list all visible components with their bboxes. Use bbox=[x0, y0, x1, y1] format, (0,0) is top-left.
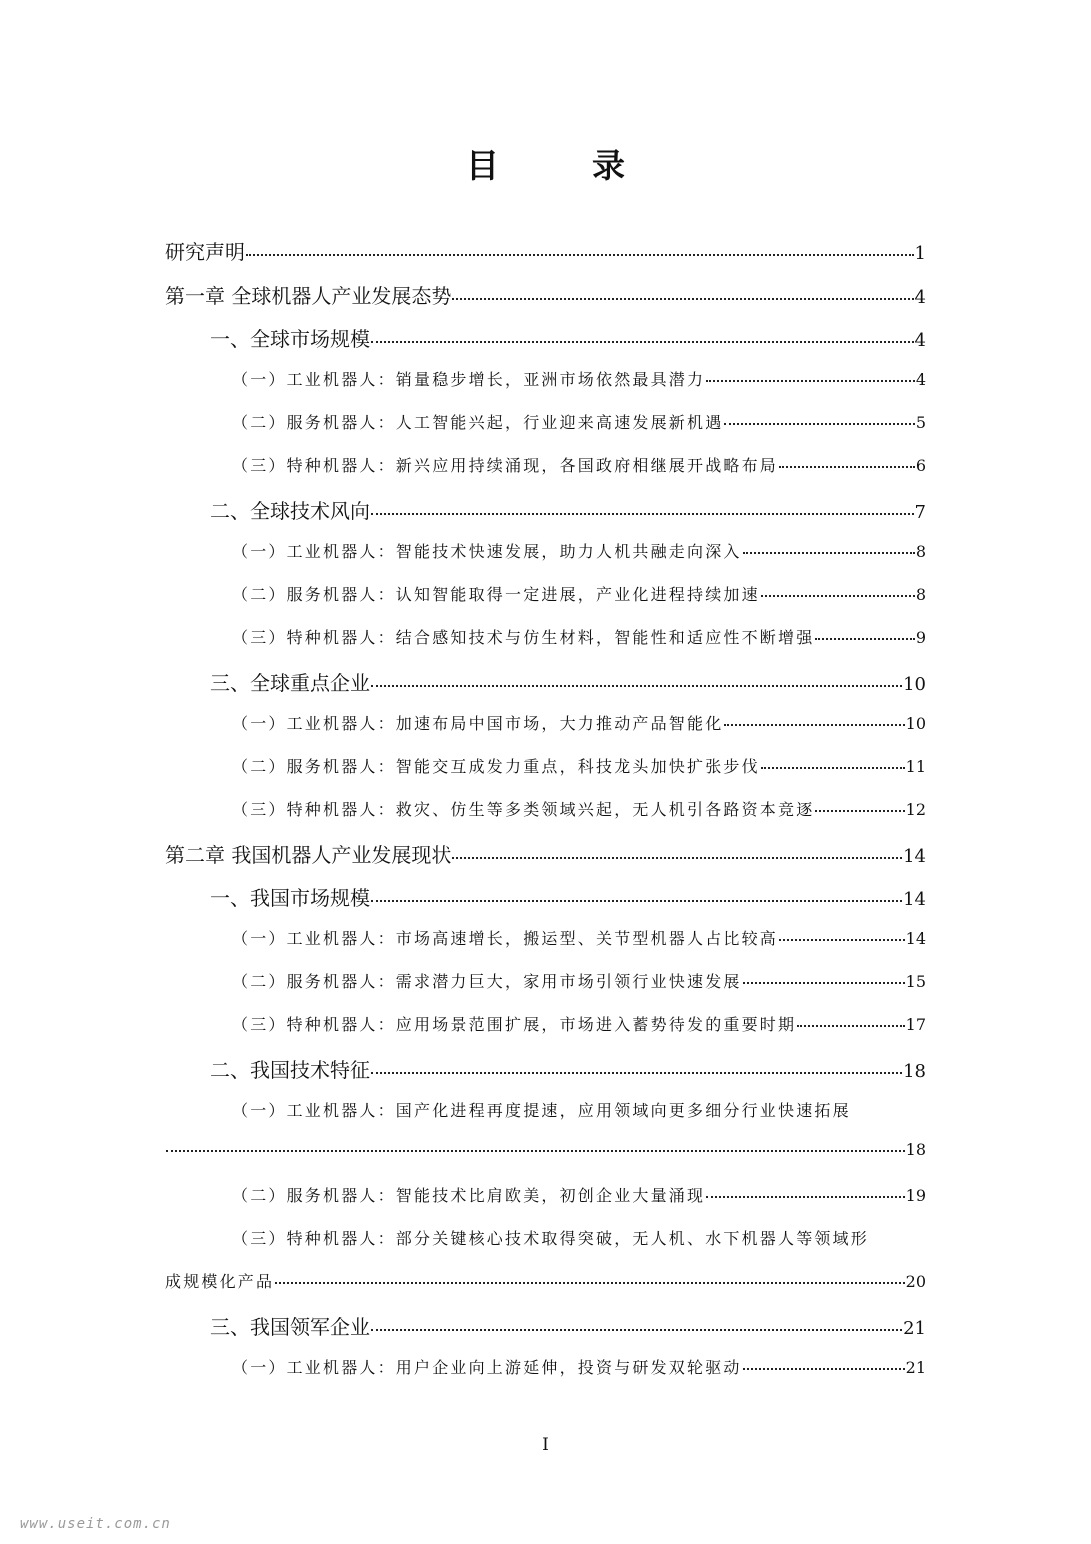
toc-entry-label: 一、我国市场规模 bbox=[210, 886, 370, 910]
watermark: www.useit.com.cn bbox=[20, 1516, 171, 1532]
toc-entry-label: （二）服务机器人：人工智能兴起，行业迎来高速发展新机遇 bbox=[232, 413, 724, 432]
toc-entry-page: 14 bbox=[903, 846, 926, 867]
toc-entry[interactable] bbox=[232, 453, 926, 476]
toc-entry[interactable] bbox=[232, 367, 926, 390]
dot-leader bbox=[371, 513, 914, 515]
toc-entry[interactable] bbox=[232, 625, 926, 648]
dot-leader bbox=[166, 1150, 905, 1152]
toc-entry[interactable] bbox=[232, 1355, 926, 1378]
toc-entry[interactable] bbox=[210, 1311, 926, 1340]
dot-leader bbox=[371, 900, 902, 902]
dot-leader bbox=[743, 1368, 905, 1370]
toc-entry-label: 三、我国领军企业 bbox=[210, 1315, 370, 1339]
toc-entry[interactable] bbox=[210, 323, 926, 352]
toc-entry[interactable] bbox=[232, 926, 926, 949]
toc-entry[interactable] bbox=[232, 410, 926, 433]
toc-entry[interactable] bbox=[210, 1054, 926, 1083]
toc-entry-label: 研究声明 bbox=[165, 240, 245, 264]
toc-entry-label: 二、全球技术风向 bbox=[210, 499, 370, 523]
toc-entry[interactable] bbox=[165, 236, 926, 265]
toc-entry-page: 21 bbox=[903, 1318, 926, 1339]
toc-entry-page: 10 bbox=[903, 674, 926, 695]
toc-entry[interactable] bbox=[232, 711, 926, 734]
toc-entry-label: （三）特种机器人：应用场景范围扩展，市场进入蓄势待发的重要时期 bbox=[232, 1015, 797, 1034]
dot-leader bbox=[797, 1025, 904, 1027]
toc-entry-page: 5 bbox=[915, 413, 926, 432]
toc-entry-label: （三）特种机器人：结合感知技术与仿生材料，智能性和适应性不断增强 bbox=[232, 628, 815, 647]
dot-leader bbox=[371, 341, 914, 343]
toc-entry-label: （二）服务机器人：智能技术比肩欧美，初创企业大量涌现 bbox=[232, 1186, 706, 1205]
toc-entry-page: 17 bbox=[905, 1015, 926, 1034]
toc-entry-page: 6 bbox=[915, 456, 926, 475]
dot-leader bbox=[275, 1282, 904, 1284]
dot-leader bbox=[452, 298, 913, 300]
dot-leader bbox=[371, 1329, 902, 1331]
toc-entry-page: 4 bbox=[914, 330, 926, 351]
toc-entry-label: （一）工业机器人：用户企业向上游延伸，投资与研发双轮驱动 bbox=[232, 1358, 742, 1377]
toc-entry-page: 9 bbox=[915, 628, 926, 647]
toc-entry-label: 三、全球重点企业 bbox=[210, 671, 370, 695]
toc-entry-label: （三）特种机器人：新兴应用持续涌现，各国政府相继展开战略布局 bbox=[232, 456, 779, 475]
dot-leader bbox=[815, 810, 904, 812]
toc-entry[interactable] bbox=[165, 280, 926, 309]
toc-entry-page: 15 bbox=[905, 972, 926, 991]
toc-entry-label: （二）服务机器人：需求潜力巨大，家用市场引领行业快速发展 bbox=[232, 972, 742, 991]
toc-entry-label: （一）工业机器人：销量稳步增长，亚洲市场依然最具潜力 bbox=[232, 370, 706, 389]
dot-leader bbox=[706, 380, 915, 382]
toc-entry-page: 10 bbox=[905, 714, 926, 733]
toc-entry[interactable] bbox=[232, 1012, 926, 1035]
toc-entry-page: 8 bbox=[915, 542, 926, 561]
toc-entry[interactable] bbox=[210, 882, 926, 911]
toc-entry-page: 14 bbox=[903, 889, 926, 910]
toc-entry-label: 第一章 全球机器人产业发展态势 bbox=[165, 284, 452, 308]
toc-entry-label: （二）服务机器人：智能交互成发力重点，科技龙头加快扩张步伐 bbox=[232, 757, 760, 776]
toc-entry[interactable] bbox=[165, 839, 926, 868]
toc-entry-page: 8 bbox=[915, 585, 926, 604]
toc-entry-label: （三）特种机器人：部分关键核心技术取得突破，无人机、水下机器人等领域形 bbox=[232, 1229, 870, 1248]
toc-entry-page: 20 bbox=[905, 1272, 926, 1291]
dot-leader bbox=[724, 423, 914, 425]
toc-entry-page: 12 bbox=[905, 800, 926, 819]
toc-entry-continuation[interactable] bbox=[165, 1140, 926, 1159]
toc-entry-label: （一）工业机器人：智能技术快速发展，助力人机共融走向深入 bbox=[232, 542, 742, 561]
toc-entry-label: 二、我国技术特征 bbox=[210, 1058, 370, 1082]
dot-leader bbox=[743, 552, 915, 554]
dot-leader bbox=[761, 767, 905, 769]
toc-entry-label: 一、全球市场规模 bbox=[210, 327, 370, 351]
toc-entry[interactable] bbox=[232, 539, 926, 562]
dot-leader bbox=[452, 857, 902, 859]
toc-entry[interactable] bbox=[232, 1183, 926, 1206]
toc-entry-line[interactable] bbox=[232, 1226, 926, 1249]
toc-entry-label: （一）工业机器人：国产化进程再度提速，应用领域向更多细分行业快速拓展 bbox=[232, 1101, 851, 1120]
page-number: I bbox=[542, 1435, 549, 1455]
dot-leader bbox=[724, 724, 904, 726]
dot-leader bbox=[371, 1072, 902, 1074]
toc-entry[interactable] bbox=[232, 797, 926, 820]
dot-leader bbox=[743, 982, 905, 984]
toc-entry-page: 7 bbox=[914, 502, 926, 523]
toc-entry-page: 11 bbox=[905, 757, 926, 776]
toc-entry-continuation-label: 成规模化产品 bbox=[165, 1272, 275, 1291]
toc-entry-label: （二）服务机器人：认知智能取得一定进展，产业化进程持续加速 bbox=[232, 585, 760, 604]
toc-entry-line[interactable] bbox=[232, 1098, 926, 1121]
dot-leader bbox=[779, 939, 905, 941]
dot-leader bbox=[706, 1196, 904, 1198]
toc-entry[interactable] bbox=[210, 495, 926, 524]
toc-entry-page: 14 bbox=[905, 929, 926, 948]
toc-entry[interactable] bbox=[210, 667, 926, 696]
toc-entry-page: 19 bbox=[905, 1186, 926, 1205]
toc-entry-label: （三）特种机器人：救灾、仿生等多类领域兴起，无人机引各路资本竞逐 bbox=[232, 800, 815, 819]
dot-leader bbox=[371, 685, 902, 687]
dot-leader bbox=[246, 254, 914, 256]
toc-entry[interactable] bbox=[232, 582, 926, 605]
toc-entry-page: 1 bbox=[914, 243, 926, 264]
toc-entry[interactable] bbox=[232, 754, 926, 777]
page-title: 目 录 bbox=[466, 146, 655, 185]
toc-entry-page: 4 bbox=[914, 287, 926, 308]
toc-entry-page: 4 bbox=[915, 370, 926, 389]
dot-leader bbox=[761, 595, 915, 597]
toc-entry-label: （一）工业机器人：加速布局中国市场，大力推动产品智能化 bbox=[232, 714, 724, 733]
toc-entry-page: 18 bbox=[905, 1140, 926, 1159]
dot-leader bbox=[779, 466, 915, 468]
toc-entry-label: （一）工业机器人：市场高速增长，搬运型、关节型机器人占比较高 bbox=[232, 929, 779, 948]
toc-entry-continuation[interactable] bbox=[165, 1269, 926, 1292]
toc-entry-page: 18 bbox=[903, 1061, 926, 1082]
toc-entry-label: 第二章 我国机器人产业发展现状 bbox=[165, 843, 452, 867]
toc-entry-page: 21 bbox=[905, 1358, 926, 1377]
toc-entry[interactable] bbox=[232, 969, 926, 992]
dot-leader bbox=[815, 638, 914, 640]
